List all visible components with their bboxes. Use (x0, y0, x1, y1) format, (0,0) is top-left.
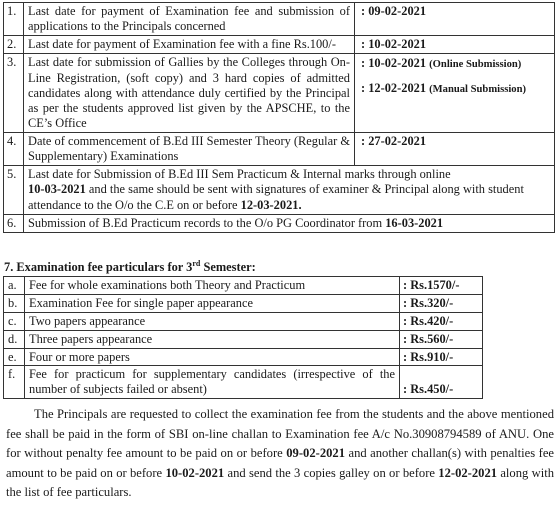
table-row (4, 348, 483, 366)
heading-text: 7. Examination fee particulars for 3 (4, 260, 193, 275)
instructions-paragraph (6, 405, 554, 503)
table-row (4, 366, 483, 399)
row-description: Date of commencement of B.Ed III Semester Theory (Regular & Supplementary) Examinations (24, 133, 355, 166)
row-number: 1. (4, 3, 24, 36)
row-number: 6. (4, 214, 24, 232)
row-description: Three papers appearance (25, 330, 400, 348)
row-description: Last date for submission of Gallies by the Colleges through On-Line Registration, (soft copy) and 3 hard copies of admitted candidates along with attendance duly certified by the Principal as per the students approved list given by the APSCHE, to the CE’s Office (24, 54, 355, 133)
row-description: Fee for whole examinations both Theory and Practicum (25, 277, 400, 295)
row-text: Last date for Submission of B.Ed III Sem Practicum & Internal marks through online (28, 167, 451, 182)
row-description (24, 214, 555, 232)
row-letter: e. (4, 348, 25, 366)
row-description: Last date for payment of Examination fee and submission of applications to the Principals concerned (24, 3, 355, 36)
table-row (4, 294, 483, 312)
online-mode: (Online Submission) (429, 59, 522, 71)
fee-table (3, 276, 483, 399)
paragraph-date: 10-02-2021 (165, 465, 225, 480)
table-row (4, 330, 483, 348)
row-description: Last date for payment of Examination fee with a fine Rs.100/- (24, 36, 355, 54)
table-row (4, 36, 555, 54)
row-date (355, 54, 555, 133)
online-date: : 10-02-2021 (361, 56, 427, 71)
row-number: 5. (4, 166, 24, 214)
row-number: 4. (4, 133, 24, 166)
row-amount: : Rs.910/- (400, 348, 483, 366)
row-amount: : Rs.420/- (400, 312, 483, 330)
paragraph-date: 12-02-2021 (438, 465, 498, 480)
row-date: : 09-02-2021 (355, 3, 555, 36)
paragraph-text: and send the 3 copies galley on or before (224, 465, 439, 480)
table-row (4, 312, 483, 330)
row-amount: : Rs.320/- (400, 294, 483, 312)
heading-superscript: rd (192, 259, 201, 268)
table-row (4, 214, 555, 232)
row-description (24, 166, 555, 214)
schedule-table (3, 2, 555, 233)
table-row (4, 166, 555, 214)
paragraph-date: 09-02-2021 (286, 446, 346, 460)
fee-section-heading (4, 259, 256, 275)
row-text: and the same should be sent with signatures of examiner & Principal along with student attendance to the O/o the C.E on or before (28, 182, 524, 212)
row-letter: b. (4, 294, 25, 312)
row-date: 16-03-2021 (385, 215, 444, 230)
heading-text: Semester: (200, 260, 256, 275)
row-amount: : Rs.1570/- (400, 277, 483, 295)
row-amount: : Rs.560/- (400, 330, 483, 348)
row-description: Four or more papers (25, 348, 400, 366)
table-row (4, 277, 483, 295)
row-description: Fee for practicum for supplementary candidates (irrespective of the number of subjects failed or absent) (25, 366, 400, 399)
row-letter: f. (4, 366, 25, 399)
row-date: 12-03-2021. (240, 197, 302, 212)
manual-mode: (Manual Submission) (429, 84, 527, 96)
row-number: 2. (4, 36, 24, 54)
row-description: Two papers appearance (25, 312, 400, 330)
table-row (4, 3, 555, 36)
row-date: 10-03-2021 (28, 182, 86, 197)
row-letter: d. (4, 330, 25, 348)
manual-date: : 12-02-2021 (361, 81, 427, 96)
table-row (4, 54, 555, 133)
table-row (4, 133, 555, 166)
paragraph-text: and another challan(s) with penalties fee amount to be paid on or before (6, 446, 554, 480)
paragraph-text: along with the list of fee particulars. (6, 465, 555, 499)
row-date: : 27-02-2021 (355, 133, 555, 166)
row-letter: c. (4, 312, 25, 330)
row-letter: a. (4, 277, 25, 295)
paragraph-text: The Principals are requested to collect the examination fee from the students and the above mentioned fee shall be paid in the form of SBI on-line challan to Examination fee A/c No.30908794589 of ANU. One for without penalty fee amount to be paid on or before (6, 407, 554, 460)
row-amount: : Rs.450/- (400, 366, 483, 399)
row-description: Examination Fee for single paper appearance (25, 294, 400, 312)
row-text: Submission of B.Ed Practicum records to the O/o PG Coordinator from (28, 215, 386, 230)
row-date: : 10-02-2021 (355, 36, 555, 54)
row-number: 3. (4, 54, 24, 133)
